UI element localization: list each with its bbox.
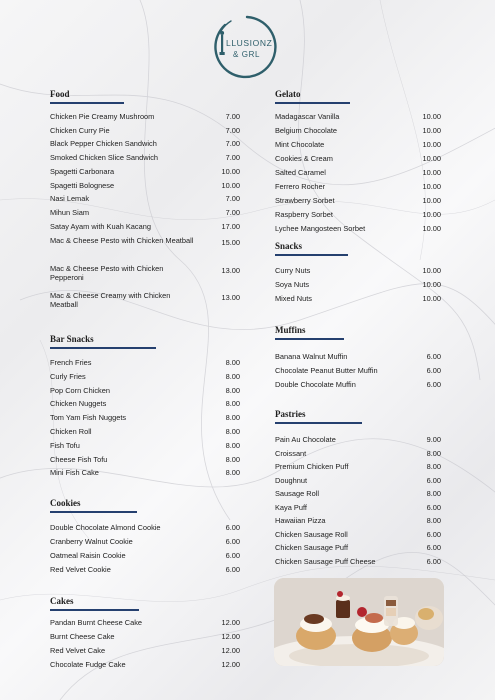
menu-item-price: 15.00 — [221, 238, 240, 247]
menu-item — [50, 523, 240, 532]
menu-item-price: 12.00 — [221, 660, 240, 669]
menu-item-name: Chocolate Peanut Butter Muffin — [275, 366, 378, 375]
menu-item-price: 6.00 — [426, 366, 441, 375]
menu-item-name: Pain Au Chocolate — [275, 435, 336, 444]
menu-item — [50, 632, 240, 641]
menu-item — [275, 476, 441, 485]
menu-item — [275, 182, 441, 191]
section-title-cakes: Cakes — [50, 596, 74, 606]
menu-item-price: 10.00 — [422, 210, 441, 219]
menu-item-name: Sausage Roll — [275, 489, 319, 498]
menu-item — [275, 126, 441, 135]
menu-item-price: 6.00 — [225, 551, 240, 560]
menu-item-name: Salted Caramel — [275, 168, 326, 177]
menu-item-price: 10.00 — [422, 140, 441, 149]
menu-item — [275, 530, 441, 539]
menu-item — [275, 462, 441, 471]
section-title-bar-snacks: Bar Snacks — [50, 334, 94, 344]
menu-item-price: 7.00 — [225, 112, 240, 121]
section-title-pastries: Pastries — [275, 409, 306, 419]
menu-item — [50, 399, 240, 408]
menu-item-price: 8.00 — [225, 427, 240, 436]
menu-item-price: 8.00 — [225, 413, 240, 423]
section-underline — [275, 338, 344, 340]
menu-item-price: 6.00 — [426, 556, 441, 566]
menu-item-price: 10.00 — [422, 168, 441, 177]
menu-item-name: Curry Nuts — [275, 266, 311, 275]
menu-item — [50, 660, 240, 669]
menu-item-name: Spagetti Carbonara — [50, 166, 115, 176]
menu-item-price: 8.00 — [225, 385, 240, 395]
section-title-gelato: Gelato — [275, 89, 301, 99]
menu-item — [275, 280, 441, 289]
menu-item — [50, 565, 240, 574]
menu-item — [50, 181, 240, 190]
menu-item — [275, 154, 441, 163]
menu-item — [275, 196, 441, 205]
menu-item — [50, 441, 240, 450]
menu-item — [50, 153, 240, 162]
menu-item-name: Cheese Fish Tofu — [50, 454, 108, 464]
menu-item — [50, 126, 240, 135]
section-underline — [275, 422, 362, 424]
menu-item-name: Mint Chocolate — [275, 140, 325, 149]
menu-item-name: Satay Ayam with Kuah Kacang — [50, 221, 151, 231]
menu-item — [275, 168, 441, 177]
menu-item — [275, 449, 441, 458]
menu-item-name: Mac & Cheese Creamy with Chicken Meatball — [50, 291, 171, 309]
menu-item — [275, 140, 441, 149]
menu-item-price: 7.00 — [225, 194, 240, 204]
menu-item-name: Curly Fries — [50, 371, 86, 381]
menu-item — [275, 366, 441, 375]
menu-item-name: Lychee Mangosteen Sorbet — [275, 224, 366, 233]
menu-item-name: Mini Fish Cake — [50, 468, 99, 478]
menu-item-name: Fish Tofu — [50, 440, 80, 450]
menu-item — [50, 194, 240, 203]
menu-item — [50, 139, 240, 148]
menu-item-name: Tom Yam Fish Nuggets — [50, 413, 127, 423]
menu-item-name: Hawaiian Pizza — [275, 516, 326, 525]
menu-item — [50, 112, 240, 121]
menu-item-price: 10.00 — [422, 224, 441, 233]
menu-item-price: 8.00 — [225, 358, 240, 367]
menu-item-price: 6.00 — [426, 502, 441, 512]
menu-item — [50, 372, 240, 381]
menu-item-name: Premium Chicken Puff — [275, 462, 349, 471]
menu-item-name: Banana Walnut Muffin — [275, 352, 348, 361]
menu-item-price: 7.00 — [225, 125, 240, 135]
menu-item-name: Strawberry Sorbet — [275, 196, 335, 205]
menu-item — [50, 236, 240, 247]
section-underline — [50, 511, 137, 513]
section-underline — [275, 254, 348, 256]
menu-item-name: Madagascar Vanilla — [275, 112, 340, 121]
menu-item-name: Kaya Puff — [275, 502, 307, 512]
menu-item-name: Chicken Sausage Roll — [275, 529, 348, 539]
menu-item — [50, 413, 240, 422]
section-title-cookies: Cookies — [50, 498, 81, 508]
menu-item — [50, 264, 240, 282]
menu-item-name: Soya Nuts — [275, 280, 310, 289]
menu-item-name: Ferrero Rocher — [275, 182, 326, 191]
menu-item — [275, 557, 441, 566]
section-underline — [50, 609, 139, 611]
menu-item-name: Raspberry Sorbet — [275, 210, 333, 219]
menu-item — [50, 537, 240, 546]
menu-item — [50, 427, 240, 436]
menu-item-price: 12.00 — [221, 646, 240, 655]
menu-item-price: 10.00 — [221, 166, 240, 176]
menu-item-price: 17.00 — [221, 221, 240, 231]
menu-item-price: 13.00 — [221, 266, 240, 275]
menu-item — [50, 386, 240, 395]
menu-item-name: Chicken Nuggets — [50, 399, 107, 409]
menu-item-price: 12.00 — [221, 632, 240, 641]
menu-item-price: 10.00 — [422, 112, 441, 121]
menu-item-name: Double Chocolate Muffin — [275, 380, 356, 389]
menu-item — [275, 352, 441, 361]
menu-item — [275, 489, 441, 498]
menu-item-name: Spagetti Bolognese — [50, 180, 115, 190]
menu-item-price: 8.00 — [426, 516, 441, 525]
menu-item — [275, 112, 441, 121]
menu-item-price: 10.00 — [422, 154, 441, 163]
menu-item-price: 8.00 — [225, 371, 240, 381]
section-title-food: Food — [50, 89, 70, 99]
menu-item-price: 10.00 — [221, 180, 240, 190]
menu-item-price: 10.00 — [422, 126, 441, 135]
menu-item-name: Doughnut — [275, 475, 308, 485]
menu-item-name: Black Pepper Chicken Sandwich — [50, 139, 157, 149]
pastries-photo — [274, 578, 444, 666]
menu-item — [50, 455, 240, 464]
menu-item-price: 8.00 — [225, 440, 240, 450]
menu-item-name: Chocolate Fudge Cake — [50, 660, 126, 669]
menu-item-name: Red Velvet Cookie — [50, 565, 111, 574]
menu-item-price: 7.00 — [225, 153, 240, 163]
menu-item-price: 8.00 — [225, 468, 240, 478]
menu-item-name: Smoked Chicken Slice Sandwich — [50, 153, 159, 163]
menu-item — [50, 358, 240, 367]
menu-item — [50, 291, 240, 309]
menu-item-name: Red Velvet Cake — [50, 646, 106, 655]
menu-item-name: Cookies & Cream — [275, 154, 333, 163]
menu-item-name: French Fries — [50, 358, 92, 367]
menu-item — [50, 646, 240, 655]
menu-item-price: 10.00 — [422, 182, 441, 191]
menu-item-price: 8.00 — [426, 462, 441, 471]
menu-item — [275, 224, 441, 233]
menu-item-price: 6.00 — [225, 565, 240, 574]
menu-item-price: 6.00 — [225, 523, 240, 532]
menu-item — [50, 551, 240, 560]
menu-item-price: 10.00 — [422, 280, 441, 289]
menu-item — [50, 618, 240, 627]
menu-item — [275, 543, 441, 552]
menu-item-name: Chicken Sausage Puff — [275, 543, 348, 552]
menu-item-name: Chicken Sausage Puff Cheese — [275, 556, 376, 566]
menu-item — [50, 222, 240, 231]
menu-item — [275, 266, 441, 275]
hookah-icon — [220, 31, 225, 55]
menu-item — [50, 167, 240, 176]
menu-item-name: Belgium Chocolate — [275, 126, 338, 135]
menu-item-name: Pop Corn Chicken — [50, 385, 110, 395]
menu-item-price: 7.00 — [225, 207, 240, 217]
menu-item-name: Mihun Siam — [50, 207, 90, 217]
menu-item-name: Double Chocolate Almond Cookie — [50, 523, 161, 532]
menu-item-name: Mac & Cheese Pesto with Chicken Pepperoni — [50, 264, 164, 282]
menu-item-price: 8.00 — [426, 489, 441, 498]
menu-item — [50, 468, 240, 477]
section-underline — [275, 102, 350, 104]
menu-item-name: Cranberry Walnut Cookie — [50, 537, 133, 546]
logo-line1: LLUSIONZ — [226, 38, 273, 48]
menu-item-price: 8.00 — [225, 454, 240, 464]
menu-item — [275, 435, 441, 444]
menu-item-name: Pandan Burnt Cheese Cake — [50, 618, 143, 627]
menu-item-name: Croissant — [275, 448, 307, 458]
menu-item-name: Mac & Cheese Pesto with Chicken Meatball — [50, 236, 194, 245]
menu-item-price: 8.00 — [426, 448, 441, 458]
menu-item — [50, 208, 240, 217]
logo-line2: & GRL — [233, 50, 261, 59]
menu-item-price: 8.00 — [225, 399, 240, 409]
menu-item-price: 10.00 — [422, 266, 441, 275]
menu-item-name: Chicken Pie Creamy Mushroom — [50, 112, 155, 121]
menu-item-price: 10.00 — [422, 196, 441, 205]
menu-item-name: Chicken Roll — [50, 427, 92, 436]
menu-item-price: 7.00 — [225, 139, 240, 149]
section-title-muffins: Muffins — [275, 325, 306, 335]
menu-item — [275, 503, 441, 512]
logo — [211, 13, 283, 79]
section-title-snacks: Snacks — [275, 241, 303, 251]
menu-item-price: 13.00 — [221, 293, 240, 302]
menu-item — [275, 210, 441, 219]
menu-item — [275, 380, 441, 389]
menu-item-name: Mixed Nuts — [275, 294, 312, 303]
menu-item-price: 12.00 — [221, 618, 240, 627]
menu-item-name: Nasi Lemak — [50, 194, 90, 204]
section-underline — [50, 102, 124, 104]
menu-item-name: Chicken Curry Pie — [50, 125, 110, 135]
menu-item-price: 6.00 — [225, 537, 240, 546]
menu-item — [275, 294, 441, 303]
menu-item-price: 10.00 — [422, 294, 441, 303]
menu-item-price: 6.00 — [426, 475, 441, 485]
menu-item-name: Oatmeal Raisin Cookie — [50, 551, 126, 560]
menu-item-name: Burnt Cheese Cake — [50, 632, 115, 641]
menu-item-price: 6.00 — [426, 543, 441, 552]
menu-item-price: 9.00 — [426, 435, 441, 444]
section-underline — [50, 347, 156, 349]
menu-item-price: 6.00 — [426, 380, 441, 389]
menu-item-price: 6.00 — [426, 529, 441, 539]
menu-item-price: 6.00 — [426, 352, 441, 361]
menu-item — [275, 516, 441, 525]
